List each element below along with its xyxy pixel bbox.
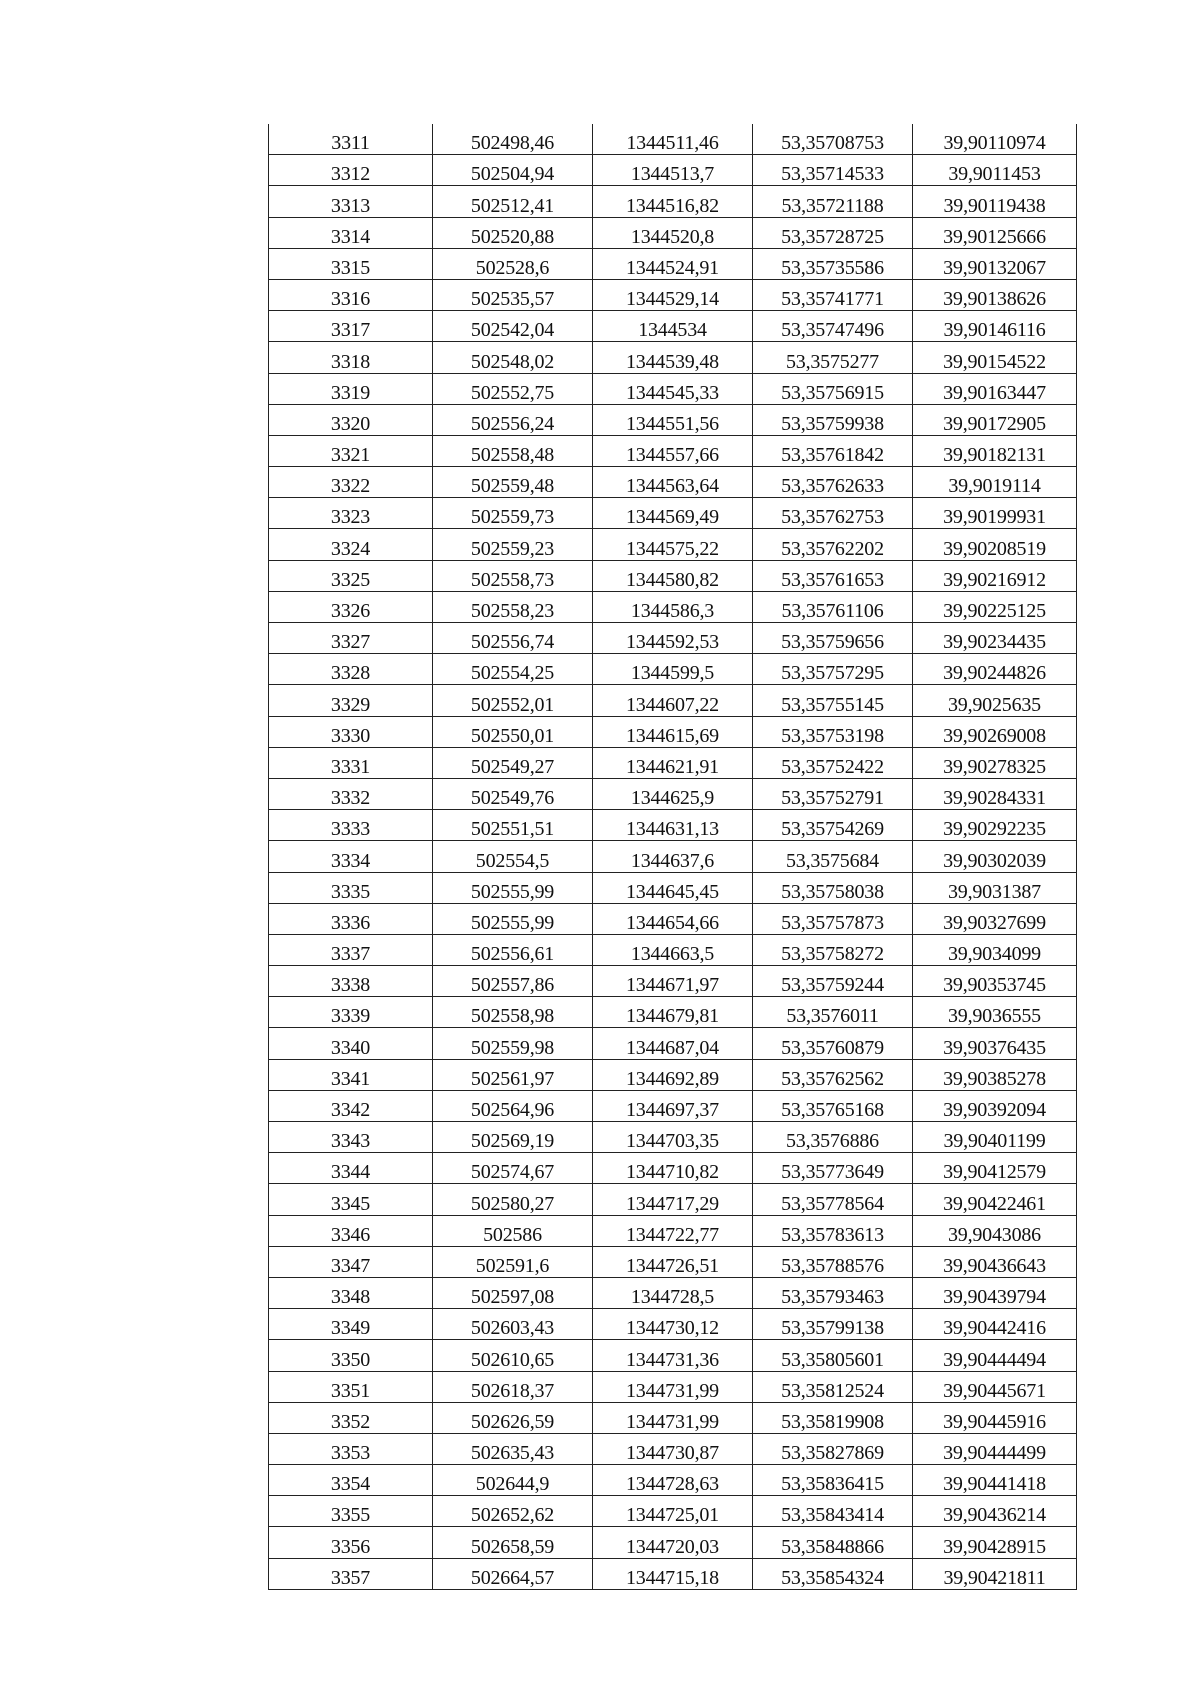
point-number-cell: 3330 [269,716,433,747]
y-coordinate-cell: 1344726,51 [593,1246,753,1277]
latitude-cell: 53,35758272 [753,934,913,965]
longitude-cell: 39,90422461 [913,1184,1077,1215]
point-number-cell: 3327 [269,623,433,654]
y-coordinate-cell: 1344625,9 [593,778,753,809]
longitude-cell: 39,90154522 [913,342,1077,373]
table-row [269,1558,1077,1589]
table-row [269,654,1077,685]
table-row [269,903,1077,934]
table-row [269,186,1077,217]
table-row [269,1184,1077,1215]
latitude-cell: 53,35836415 [753,1465,913,1496]
latitude-cell: 53,35756915 [753,373,913,404]
point-number-cell: 3321 [269,435,433,466]
longitude-cell: 39,90436214 [913,1496,1077,1527]
longitude-cell: 39,90353745 [913,966,1077,997]
x-coordinate-cell: 502555,99 [433,872,593,903]
longitude-cell: 39,9036555 [913,997,1077,1028]
x-coordinate-cell: 502561,97 [433,1059,593,1090]
table-row [269,778,1077,809]
point-number-cell: 3345 [269,1184,433,1215]
x-coordinate-cell: 502664,57 [433,1558,593,1589]
x-coordinate-cell: 502512,41 [433,186,593,217]
point-number-cell: 3355 [269,1496,433,1527]
table-row [269,1028,1077,1059]
latitude-cell: 53,35783613 [753,1215,913,1246]
point-number-cell: 3352 [269,1402,433,1433]
latitude-cell: 53,35793463 [753,1277,913,1308]
table-row [269,248,1077,279]
x-coordinate-cell: 502558,48 [433,435,593,466]
y-coordinate-cell: 1344697,37 [593,1090,753,1121]
x-coordinate-cell: 502610,65 [433,1340,593,1371]
longitude-cell: 39,90444494 [913,1340,1077,1371]
y-coordinate-cell: 1344621,91 [593,747,753,778]
point-number-cell: 3347 [269,1246,433,1277]
point-number-cell: 3351 [269,1371,433,1402]
longitude-cell: 39,90412579 [913,1153,1077,1184]
x-coordinate-cell: 502549,76 [433,778,593,809]
longitude-cell: 39,90132067 [913,248,1077,279]
longitude-cell: 39,90428915 [913,1527,1077,1558]
point-number-cell: 3317 [269,311,433,342]
y-coordinate-cell: 1344592,53 [593,623,753,654]
x-coordinate-cell: 502658,59 [433,1527,593,1558]
latitude-cell: 53,35728725 [753,217,913,248]
longitude-cell: 39,9011453 [913,155,1077,186]
table-row [269,342,1077,373]
table-row [269,591,1077,622]
y-coordinate-cell: 1344580,82 [593,560,753,591]
y-coordinate-cell: 1344687,04 [593,1028,753,1059]
y-coordinate-cell: 1344703,35 [593,1122,753,1153]
y-coordinate-cell: 1344607,22 [593,685,753,716]
latitude-cell: 53,35778564 [753,1184,913,1215]
x-coordinate-cell: 502558,98 [433,997,593,1028]
y-coordinate-cell: 1344671,97 [593,966,753,997]
y-coordinate-cell: 1344557,66 [593,435,753,466]
x-coordinate-cell: 502586 [433,1215,593,1246]
point-number-cell: 3322 [269,467,433,498]
table-row [269,747,1077,778]
longitude-cell: 39,90163447 [913,373,1077,404]
table-row [269,1433,1077,1464]
point-number-cell: 3346 [269,1215,433,1246]
latitude-cell: 53,35755145 [753,685,913,716]
x-coordinate-cell: 502580,27 [433,1184,593,1215]
y-coordinate-cell: 1344731,99 [593,1371,753,1402]
longitude-cell: 39,9034099 [913,934,1077,965]
point-number-cell: 3344 [269,1153,433,1184]
longitude-cell: 39,90119438 [913,186,1077,217]
point-number-cell: 3339 [269,997,433,1028]
y-coordinate-cell: 1344534 [593,311,753,342]
longitude-cell: 39,90302039 [913,841,1077,872]
point-number-cell: 3334 [269,841,433,872]
table-row [269,1496,1077,1527]
point-number-cell: 3320 [269,404,433,435]
latitude-cell: 53,35757295 [753,654,913,685]
point-number-cell: 3325 [269,560,433,591]
point-number-cell: 3356 [269,1527,433,1558]
point-number-cell: 3318 [269,342,433,373]
y-coordinate-cell: 1344545,33 [593,373,753,404]
longitude-cell: 39,90172905 [913,404,1077,435]
x-coordinate-cell: 502555,99 [433,903,593,934]
latitude-cell: 53,3575684 [753,841,913,872]
point-number-cell: 3336 [269,903,433,934]
y-coordinate-cell: 1344516,82 [593,186,753,217]
point-number-cell: 3338 [269,966,433,997]
point-number-cell: 3348 [269,1277,433,1308]
y-coordinate-cell: 1344720,03 [593,1527,753,1558]
x-coordinate-cell: 502591,6 [433,1246,593,1277]
y-coordinate-cell: 1344631,13 [593,810,753,841]
y-coordinate-cell: 1344645,45 [593,872,753,903]
y-coordinate-cell: 1344637,6 [593,841,753,872]
latitude-cell: 53,35854324 [753,1558,913,1589]
x-coordinate-cell: 502504,94 [433,155,593,186]
point-number-cell: 3342 [269,1090,433,1121]
table-row [269,1215,1077,1246]
table-row [269,841,1077,872]
table-row [269,1277,1077,1308]
x-coordinate-cell: 502559,48 [433,467,593,498]
table-row [269,966,1077,997]
longitude-cell: 39,9019114 [913,467,1077,498]
longitude-cell: 39,90234435 [913,623,1077,654]
table-row [269,623,1077,654]
table-row [269,124,1077,155]
y-coordinate-cell: 1344728,5 [593,1277,753,1308]
table-row [269,685,1077,716]
table-row [269,1090,1077,1121]
point-number-cell: 3333 [269,810,433,841]
table-row [269,311,1077,342]
table-row [269,716,1077,747]
table-row [269,467,1077,498]
y-coordinate-cell: 1344520,8 [593,217,753,248]
longitude-cell: 39,90110974 [913,124,1077,155]
table-row [269,1246,1077,1277]
x-coordinate-cell: 502644,9 [433,1465,593,1496]
longitude-cell: 39,90199931 [913,498,1077,529]
latitude-cell: 53,35760879 [753,1028,913,1059]
longitude-cell: 39,90138626 [913,279,1077,310]
x-coordinate-cell: 502559,98 [433,1028,593,1059]
point-number-cell: 3315 [269,248,433,279]
longitude-cell: 39,90182131 [913,435,1077,466]
latitude-cell: 53,35762633 [753,467,913,498]
y-coordinate-cell: 1344731,99 [593,1402,753,1433]
point-number-cell: 3331 [269,747,433,778]
y-coordinate-cell: 1344586,3 [593,591,753,622]
table-row [269,1122,1077,1153]
y-coordinate-cell: 1344692,89 [593,1059,753,1090]
x-coordinate-cell: 502574,67 [433,1153,593,1184]
x-coordinate-cell: 502551,51 [433,810,593,841]
longitude-cell: 39,90445916 [913,1402,1077,1433]
longitude-cell: 39,90441418 [913,1465,1077,1496]
x-coordinate-cell: 502552,75 [433,373,593,404]
longitude-cell: 39,90327699 [913,903,1077,934]
table-row [269,1465,1077,1496]
point-number-cell: 3329 [269,685,433,716]
table-row [269,1153,1077,1184]
y-coordinate-cell: 1344725,01 [593,1496,753,1527]
y-coordinate-cell: 1344722,77 [593,1215,753,1246]
point-number-cell: 3314 [269,217,433,248]
point-number-cell: 3319 [269,373,433,404]
table-row [269,373,1077,404]
latitude-cell: 53,35799138 [753,1309,913,1340]
table-row [269,1527,1077,1558]
longitude-cell: 39,90208519 [913,529,1077,560]
point-number-cell: 3340 [269,1028,433,1059]
latitude-cell: 53,35848866 [753,1527,913,1558]
table-row [269,498,1077,529]
point-number-cell: 3313 [269,186,433,217]
latitude-cell: 53,35759244 [753,966,913,997]
x-coordinate-cell: 502556,74 [433,623,593,654]
latitude-cell: 53,35759938 [753,404,913,435]
y-coordinate-cell: 1344715,18 [593,1558,753,1589]
longitude-cell: 39,90244826 [913,654,1077,685]
x-coordinate-cell: 502603,43 [433,1309,593,1340]
longitude-cell: 39,90284331 [913,778,1077,809]
table-row [269,404,1077,435]
point-number-cell: 3328 [269,654,433,685]
longitude-cell: 39,90421811 [913,1558,1077,1589]
point-number-cell: 3349 [269,1309,433,1340]
point-number-cell: 3323 [269,498,433,529]
latitude-cell: 53,35819908 [753,1402,913,1433]
table-row [269,155,1077,186]
latitude-cell: 53,35753198 [753,716,913,747]
x-coordinate-cell: 502564,96 [433,1090,593,1121]
y-coordinate-cell: 1344524,91 [593,248,753,279]
latitude-cell: 53,3575277 [753,342,913,373]
point-number-cell: 3335 [269,872,433,903]
table-row [269,1340,1077,1371]
point-number-cell: 3311 [269,124,433,155]
table-row [269,934,1077,965]
y-coordinate-cell: 1344663,5 [593,934,753,965]
table-row [269,1402,1077,1433]
y-coordinate-cell: 1344654,66 [593,903,753,934]
x-coordinate-cell: 502549,27 [433,747,593,778]
latitude-cell: 53,35805601 [753,1340,913,1371]
table-row [269,560,1077,591]
longitude-cell: 39,90125666 [913,217,1077,248]
x-coordinate-cell: 502652,62 [433,1496,593,1527]
x-coordinate-cell: 502559,73 [433,498,593,529]
latitude-cell: 53,35721188 [753,186,913,217]
x-coordinate-cell: 502528,6 [433,248,593,279]
x-coordinate-cell: 502535,57 [433,279,593,310]
longitude-cell: 39,90392094 [913,1090,1077,1121]
y-coordinate-cell: 1344569,49 [593,498,753,529]
point-number-cell: 3341 [269,1059,433,1090]
longitude-cell: 39,9031387 [913,872,1077,903]
latitude-cell: 53,35762753 [753,498,913,529]
x-coordinate-cell: 502550,01 [433,716,593,747]
x-coordinate-cell: 502558,23 [433,591,593,622]
y-coordinate-cell: 1344599,5 [593,654,753,685]
x-coordinate-cell: 502559,23 [433,529,593,560]
latitude-cell: 53,35773649 [753,1153,913,1184]
point-number-cell: 3324 [269,529,433,560]
point-number-cell: 3332 [269,778,433,809]
table-row [269,1371,1077,1402]
y-coordinate-cell: 1344575,22 [593,529,753,560]
latitude-cell: 53,35812524 [753,1371,913,1402]
table-row [269,435,1077,466]
latitude-cell: 53,35708753 [753,124,913,155]
x-coordinate-cell: 502520,88 [433,217,593,248]
y-coordinate-cell: 1344615,69 [593,716,753,747]
latitude-cell: 53,35752791 [753,778,913,809]
longitude-cell: 39,90439794 [913,1277,1077,1308]
point-number-cell: 3350 [269,1340,433,1371]
longitude-cell: 39,90278325 [913,747,1077,778]
y-coordinate-cell: 1344563,64 [593,467,753,498]
longitude-cell: 39,90225125 [913,591,1077,622]
longitude-cell: 39,9043086 [913,1215,1077,1246]
x-coordinate-cell: 502557,86 [433,966,593,997]
point-number-cell: 3353 [269,1433,433,1464]
x-coordinate-cell: 502556,61 [433,934,593,965]
table-row [269,529,1077,560]
longitude-cell: 39,90216912 [913,560,1077,591]
longitude-cell: 39,90146116 [913,311,1077,342]
latitude-cell: 53,35759656 [753,623,913,654]
y-coordinate-cell: 1344710,82 [593,1153,753,1184]
table-row [269,872,1077,903]
point-number-cell: 3326 [269,591,433,622]
table-row [269,1309,1077,1340]
coordinates-table-body [269,124,1077,1589]
latitude-cell: 53,35788576 [753,1246,913,1277]
longitude-cell: 39,90401199 [913,1122,1077,1153]
latitude-cell: 53,35827869 [753,1433,913,1464]
x-coordinate-cell: 502558,73 [433,560,593,591]
x-coordinate-cell: 502554,5 [433,841,593,872]
y-coordinate-cell: 1344551,56 [593,404,753,435]
latitude-cell: 53,35762202 [753,529,913,560]
point-number-cell: 3337 [269,934,433,965]
table-row [269,997,1077,1028]
latitude-cell: 53,35758038 [753,872,913,903]
y-coordinate-cell: 1344513,7 [593,155,753,186]
point-number-cell: 3354 [269,1465,433,1496]
x-coordinate-cell: 502626,59 [433,1402,593,1433]
longitude-cell: 39,90269008 [913,716,1077,747]
table-row [269,217,1077,248]
latitude-cell: 53,35843414 [753,1496,913,1527]
point-number-cell: 3343 [269,1122,433,1153]
y-coordinate-cell: 1344539,48 [593,342,753,373]
latitude-cell: 53,35747496 [753,311,913,342]
y-coordinate-cell: 1344511,46 [593,124,753,155]
latitude-cell: 53,35757873 [753,903,913,934]
y-coordinate-cell: 1344529,14 [593,279,753,310]
longitude-cell: 39,90292235 [913,810,1077,841]
latitude-cell: 53,35754269 [753,810,913,841]
longitude-cell: 39,90445671 [913,1371,1077,1402]
y-coordinate-cell: 1344731,36 [593,1340,753,1371]
latitude-cell: 53,35752422 [753,747,913,778]
x-coordinate-cell: 502618,37 [433,1371,593,1402]
x-coordinate-cell: 502554,25 [433,654,593,685]
latitude-cell: 53,35714533 [753,155,913,186]
latitude-cell: 53,35762562 [753,1059,913,1090]
longitude-cell: 39,90376435 [913,1028,1077,1059]
latitude-cell: 53,35761106 [753,591,913,622]
table-row [269,279,1077,310]
x-coordinate-cell: 502569,19 [433,1122,593,1153]
latitude-cell: 53,3576011 [753,997,913,1028]
x-coordinate-cell: 502635,43 [433,1433,593,1464]
y-coordinate-cell: 1344728,63 [593,1465,753,1496]
x-coordinate-cell: 502542,04 [433,311,593,342]
longitude-cell: 39,90442416 [913,1309,1077,1340]
table-row [269,1059,1077,1090]
y-coordinate-cell: 1344717,29 [593,1184,753,1215]
longitude-cell: 39,9025635 [913,685,1077,716]
point-number-cell: 3357 [269,1558,433,1589]
x-coordinate-cell: 502548,02 [433,342,593,373]
coordinates-table [268,124,1077,1590]
y-coordinate-cell: 1344730,87 [593,1433,753,1464]
latitude-cell: 53,3576886 [753,1122,913,1153]
latitude-cell: 53,35761653 [753,560,913,591]
longitude-cell: 39,90444499 [913,1433,1077,1464]
latitude-cell: 53,35735586 [753,248,913,279]
x-coordinate-cell: 502498,46 [433,124,593,155]
point-number-cell: 3312 [269,155,433,186]
y-coordinate-cell: 1344679,81 [593,997,753,1028]
table-row [269,810,1077,841]
latitude-cell: 53,35741771 [753,279,913,310]
x-coordinate-cell: 502556,24 [433,404,593,435]
y-coordinate-cell: 1344730,12 [593,1309,753,1340]
latitude-cell: 53,35761842 [753,435,913,466]
x-coordinate-cell: 502552,01 [433,685,593,716]
point-number-cell: 3316 [269,279,433,310]
longitude-cell: 39,90385278 [913,1059,1077,1090]
latitude-cell: 53,35765168 [753,1090,913,1121]
longitude-cell: 39,90436643 [913,1246,1077,1277]
x-coordinate-cell: 502597,08 [433,1277,593,1308]
